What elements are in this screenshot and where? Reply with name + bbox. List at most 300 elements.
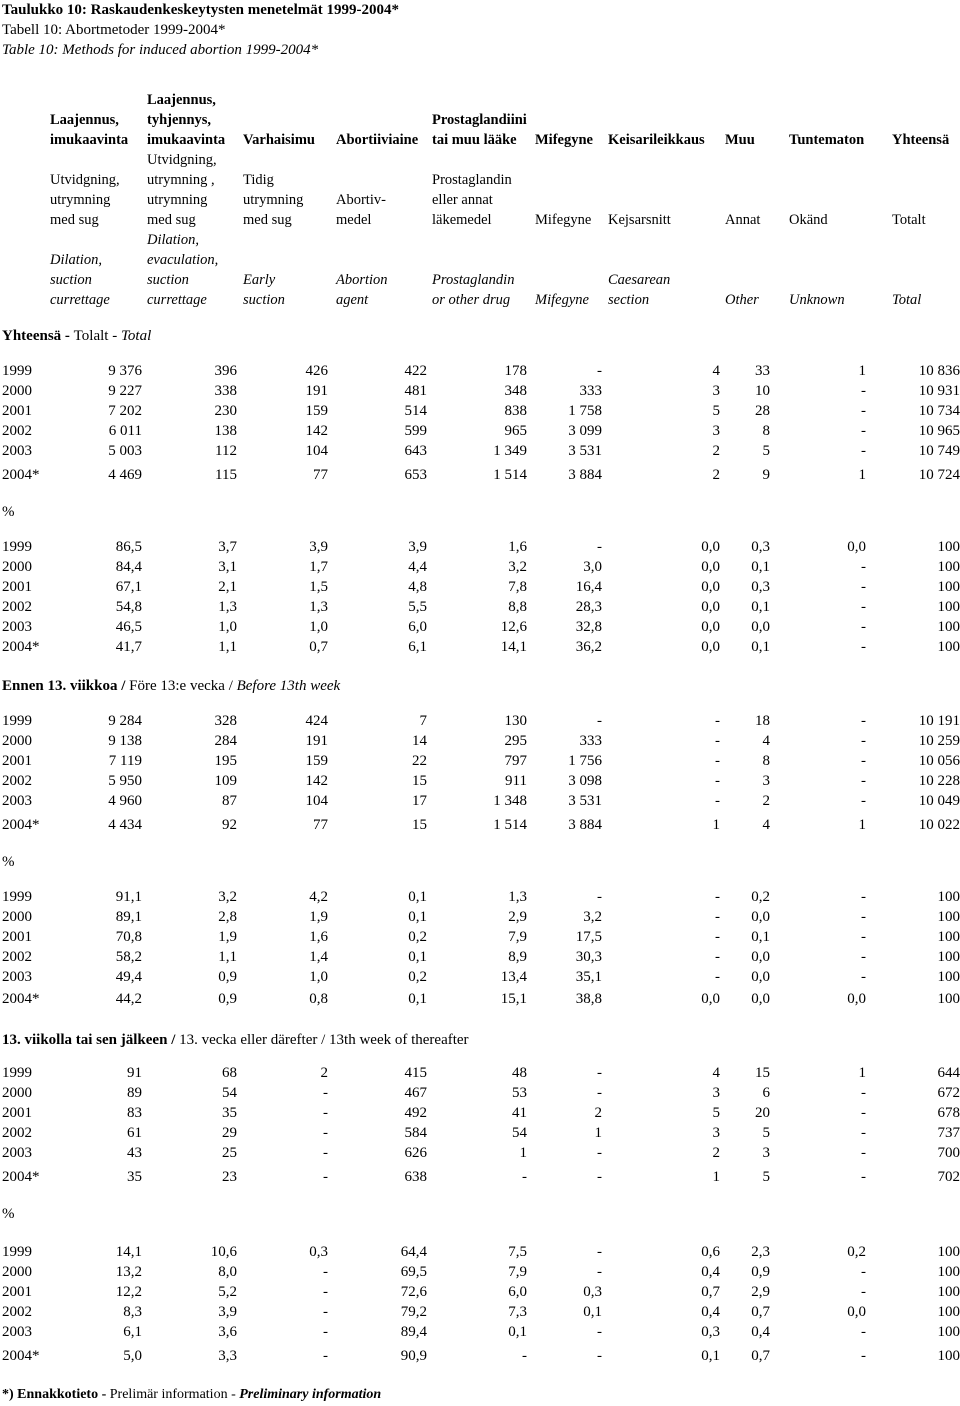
header-col10-fi-line1: Yhteensä [892, 132, 950, 148]
section3-percent-year: 1999 [2, 1244, 32, 1260]
section3-percent-cell: 0,2 [847, 1244, 866, 1260]
header-col4-en-line1: Abortion [336, 272, 388, 288]
section1-count-cell: 1 [858, 363, 866, 379]
section2-percent-cell: - [861, 909, 866, 925]
section2-count-cell: 14 [412, 733, 427, 749]
header-col5-sv-line1: Prostaglandin [432, 172, 512, 188]
section2-count-cell: 3 098 [568, 773, 602, 789]
section2-percent-label: % [2, 854, 15, 870]
section1-percent-cell: 1,6 [508, 539, 527, 555]
section2-count-cell: - [715, 713, 720, 729]
section1-percent-cell: 84,4 [115, 559, 142, 575]
section2-count-cell: 7 [419, 713, 427, 729]
section1-percent-cell: 41,7 [115, 639, 142, 655]
section3-count-cell: 467 [404, 1085, 427, 1101]
section2-percent-cell: 15,1 [500, 991, 527, 1007]
section1-count-cell: 5 [762, 443, 770, 459]
header-col9-fi-line1: Tuntematon [789, 132, 865, 148]
section2-percent-cell: 17,5 [575, 929, 602, 945]
header-col5-fi-line2: tai muu lääke [432, 132, 517, 148]
section1-count-cell: 426 [305, 363, 328, 379]
section1-percent-cell: 67,1 [115, 579, 142, 595]
section2-percent-cell: 91,1 [115, 889, 142, 905]
section2-percent-cell: 0,0 [847, 991, 866, 1007]
section2-percent-cell: 0,8 [309, 991, 328, 1007]
section1-count-cell: 28 [755, 403, 770, 419]
title-swedish: Tabell 10: Abortmetoder 1999-2004* [2, 22, 226, 38]
section3-percent-cell: 6,1 [123, 1324, 142, 1340]
section3-count-cell: - [597, 1145, 602, 1161]
section1-percent-year: 2001 [2, 579, 32, 595]
section3-count-cell: - [861, 1145, 866, 1161]
section1-count-cell: 10 931 [918, 383, 960, 399]
section3-percent-cell: 0,3 [583, 1284, 602, 1300]
section1-percent-cell: 100 [937, 599, 960, 615]
section3-count-cell: 43 [127, 1145, 142, 1161]
section3-count-cell: 1 [712, 1169, 720, 1185]
section2-percent-cell: 0,9 [218, 969, 237, 985]
section2-percent-cell: - [861, 929, 866, 945]
section1-count-year: 2003 [2, 443, 32, 459]
section3-percent-cell: 100 [937, 1284, 960, 1300]
section3-percent-cell: - [861, 1264, 866, 1280]
section2-count-cell: 295 [504, 733, 527, 749]
section1-count-cell: 1 758 [568, 403, 602, 419]
section1-percent-cell: 100 [937, 579, 960, 595]
section1-count-cell: 138 [214, 423, 237, 439]
section1-count-cell: 338 [214, 383, 237, 399]
header-col9-sv-line1: Okänd [789, 212, 828, 228]
section3-count-cell: 2 [320, 1065, 328, 1081]
section3-percent-year: 2003 [2, 1324, 32, 1340]
section-heading-finnish: 13. viikolla tai sen jälkeen [2, 1032, 168, 1048]
section1-percent-cell: 1,5 [309, 579, 328, 595]
footnote-swedish: Prelimär information [109, 1387, 228, 1402]
section3-count-cell: - [323, 1125, 328, 1141]
section3-percent-cell: 0,7 [701, 1284, 720, 1300]
section3-percent-cell: 0,9 [751, 1264, 770, 1280]
section1-percent-cell: - [861, 599, 866, 615]
section3-count-cell: - [861, 1125, 866, 1141]
section1-percent-cell: 36,2 [575, 639, 602, 655]
header-col1-sv-line1: Utvidgning, [50, 172, 120, 188]
section3-percent-cell: 3,3 [218, 1348, 237, 1364]
section3-count-cell: 5 [762, 1169, 770, 1185]
section2-percent-cell: 49,4 [115, 969, 142, 985]
section3-count-year: 2004* [2, 1169, 40, 1185]
section3-count-cell: - [861, 1169, 866, 1185]
section1-count-cell: 159 [305, 403, 328, 419]
section3-percent-cell: 3,9 [218, 1304, 237, 1320]
section2-percent-cell: 0,1 [751, 929, 770, 945]
section1-percent-cell: 0,0 [701, 599, 720, 615]
section1-count-cell: 10 734 [918, 403, 960, 419]
section3-count-cell: - [597, 1085, 602, 1101]
section3-percent-cell: 2,3 [751, 1244, 770, 1260]
section3-count-cell: 672 [937, 1085, 960, 1101]
header-col3-en-line1: Early [243, 272, 276, 288]
section2-percent-cell: 100 [937, 909, 960, 925]
section1-percent-cell: 0,0 [701, 539, 720, 555]
header-col9-en-line1: Unknown [789, 292, 845, 308]
section1-percent-cell: 0,1 [751, 639, 770, 655]
section1-count-cell: 3 [712, 383, 720, 399]
section2-count-cell: 4 960 [108, 793, 142, 809]
section1-count-year: 2001 [2, 403, 32, 419]
section2-count-cell: 142 [305, 773, 328, 789]
section3-count-cell: 25 [222, 1145, 237, 1161]
section3-percent-cell: 0,0 [847, 1304, 866, 1320]
section-heading-english: Total [120, 328, 152, 344]
section2-percent-cell: 7,9 [508, 929, 527, 945]
section2-percent-year: 2000 [2, 909, 32, 925]
section2-percent-cell: 100 [937, 991, 960, 1007]
section2-count-cell: 333 [579, 733, 602, 749]
header-col8-fi-line1: Muu [725, 132, 755, 148]
section3-count-cell: 644 [937, 1065, 960, 1081]
section1-percent-cell: 100 [937, 619, 960, 635]
section3-percent-cell: 5,0 [123, 1348, 142, 1364]
section2-count-cell: 109 [214, 773, 237, 789]
section1-percent-cell: 1,3 [309, 599, 328, 615]
section1-percent-cell: - [861, 579, 866, 595]
section1-percent-cell: 100 [937, 559, 960, 575]
section3-heading: 13. viikolla tai sen jälkeen / 13. vecka eller därefter / 13th week of thereafter [2, 1032, 469, 1048]
section-heading-english: Before 13th week [236, 678, 341, 694]
section1-count-cell: - [861, 423, 866, 439]
section3-percent-cell: 5,2 [218, 1284, 237, 1300]
section2-percent-cell: 70,8 [115, 929, 142, 945]
section3-count-cell: - [323, 1145, 328, 1161]
section3-percent-cell: 12,2 [115, 1284, 142, 1300]
section2-percent-cell: 35,1 [575, 969, 602, 985]
header-col7-fi-line1: Keisarileikkaus [608, 132, 705, 148]
section1-percent-cell: - [597, 539, 602, 555]
section1-percent-cell: 0,3 [751, 579, 770, 595]
section3-count-year: 1999 [2, 1065, 32, 1081]
section2-percent-cell: 30,3 [575, 949, 602, 965]
section3-percent-cell: 8,3 [123, 1304, 142, 1320]
section-heading-swedish: 13. vecka eller därefter [179, 1032, 318, 1048]
section2-count-cell: 1 [858, 817, 866, 833]
section3-count-cell: 91 [127, 1065, 142, 1081]
section1-percent-cell: 86,5 [115, 539, 142, 555]
section1-count-cell: 422 [404, 363, 427, 379]
section2-count-cell: 10 049 [918, 793, 960, 809]
section3-percent-cell: 69,5 [400, 1264, 427, 1280]
section1-percent-cell: 5,5 [408, 599, 427, 615]
section2-percent-cell: 0,2 [408, 969, 427, 985]
section2-count-year: 1999 [2, 713, 32, 729]
section1-percent-cell: 100 [937, 639, 960, 655]
section2-percent-cell: 58,2 [115, 949, 142, 965]
header-col3-sv-line3: med sug [243, 212, 292, 228]
section3-percent-cell: - [861, 1284, 866, 1300]
section1-count-cell: 10 836 [918, 363, 960, 379]
section2-percent-cell: 2,9 [508, 909, 527, 925]
header-col7-en-line2: section [608, 292, 650, 308]
section3-percent-cell: - [323, 1264, 328, 1280]
section2-percent-cell: 100 [937, 969, 960, 985]
section1-count-year: 2000 [2, 383, 32, 399]
section3-count-cell: 5 [762, 1125, 770, 1141]
section3-count-year: 2003 [2, 1145, 32, 1161]
footnote-english: Preliminary information [239, 1387, 382, 1402]
header-col8-en-line1: Other [725, 292, 759, 308]
section2-heading: Ennen 13. viikkoa / Före 13:e vecka / Before 13th week [2, 678, 341, 694]
header-col2-en-line4: currettage [147, 292, 207, 308]
header-col5-en-line2: or other drug [432, 292, 511, 308]
header-col1-fi-line1: Laajennus, [50, 112, 119, 128]
header-col1-sv-line3: med sug [50, 212, 99, 228]
section3-percent-cell: 79,2 [400, 1304, 427, 1320]
section2-percent-cell: 0,1 [408, 889, 427, 905]
section1-count-cell: 3 [712, 423, 720, 439]
section3-percent-cell: 6,0 [508, 1284, 527, 1300]
header-col2-en-line3: suction [147, 272, 189, 288]
section3-count-cell: - [861, 1105, 866, 1121]
section1-count-cell: 178 [504, 363, 527, 379]
section2-count-year: 2000 [2, 733, 32, 749]
section1-percent-cell: 0,7 [309, 639, 328, 655]
header-col3-fi-line1: Varhaisimu [243, 132, 315, 148]
section3-percent-cell: 100 [937, 1304, 960, 1320]
section2-percent-cell: 0,1 [408, 949, 427, 965]
header-col1-en-line1: Dilation, [50, 252, 102, 268]
section1-count-cell: 7 202 [108, 403, 142, 419]
section2-count-cell: 15 [412, 773, 427, 789]
section2-percent-cell: - [715, 969, 720, 985]
section2-count-cell: 4 [762, 733, 770, 749]
section1-percent-cell: 1,1 [218, 639, 237, 655]
section2-count-cell: 5 950 [108, 773, 142, 789]
section1-count-cell: 10 724 [918, 467, 960, 483]
section3-count-cell: 35 [127, 1169, 142, 1185]
section3-count-cell: 737 [937, 1125, 960, 1141]
section2-count-cell: 17 [412, 793, 427, 809]
section2-percent-cell: - [715, 929, 720, 945]
section2-percent-cell: 13,4 [500, 969, 527, 985]
section1-percent-label: % [2, 504, 15, 520]
section2-percent-cell: 0,2 [751, 889, 770, 905]
section1-percent-cell: 4,8 [408, 579, 427, 595]
section1-count-cell: 396 [214, 363, 237, 379]
section3-percent-cell: - [323, 1348, 328, 1364]
section3-count-cell: 53 [512, 1085, 527, 1101]
section3-count-cell: 35 [222, 1105, 237, 1121]
section3-count-cell: 1 [858, 1065, 866, 1081]
section2-count-cell: - [715, 733, 720, 749]
section1-percent-cell: 0,1 [751, 599, 770, 615]
section1-percent-cell: 0,0 [701, 579, 720, 595]
section-heading-finnish: Yhteensä [2, 328, 62, 344]
section3-count-cell: - [323, 1085, 328, 1101]
section1-percent-year: 2002 [2, 599, 32, 615]
section1-count-cell: 2 [712, 467, 720, 483]
section1-percent-cell: 0,0 [701, 619, 720, 635]
header-col2-sv-line3: utrymning [147, 192, 208, 208]
section3-percent-cell: 0,7 [751, 1304, 770, 1320]
section1-heading: Yhteensä - Tolalt - Total [2, 328, 152, 344]
section2-percent-cell: - [597, 889, 602, 905]
section2-percent-cell: 0,0 [751, 991, 770, 1007]
section3-percent-cell: 0,1 [508, 1324, 527, 1340]
section3-percent-cell: 100 [937, 1244, 960, 1260]
section2-percent-cell: 3,2 [218, 889, 237, 905]
section1-count-cell: 3 099 [568, 423, 602, 439]
header-col6-sv-line1: Mifegyne [535, 212, 592, 228]
section3-count-cell: 415 [404, 1065, 427, 1081]
section1-percent-cell: 14,1 [500, 639, 527, 655]
section2-count-cell: 130 [504, 713, 527, 729]
section3-count-cell: 83 [127, 1105, 142, 1121]
section3-percent-cell: 0,4 [701, 1264, 720, 1280]
section2-percent-cell: 1,9 [309, 909, 328, 925]
section1-percent-cell: 16,4 [575, 579, 602, 595]
header-col4-en-line2: agent [336, 292, 369, 308]
section1-count-cell: 191 [305, 383, 328, 399]
section1-percent-cell: 6,0 [408, 619, 427, 635]
section1-percent-year: 2003 [2, 619, 32, 635]
section1-percent-cell: 0,0 [701, 559, 720, 575]
header-col7-sv-line1: Kejsarsnitt [608, 212, 671, 228]
section2-count-cell: 10 191 [918, 713, 960, 729]
section2-count-cell: 1 756 [568, 753, 602, 769]
section2-count-year: 2001 [2, 753, 32, 769]
section2-percent-cell: 0,1 [408, 909, 427, 925]
section3-percent-year: 2002 [2, 1304, 32, 1320]
section3-count-year: 2002 [2, 1125, 32, 1141]
section1-count-cell: 481 [404, 383, 427, 399]
section2-count-cell: 9 138 [108, 733, 142, 749]
section2-percent-cell: - [861, 889, 866, 905]
section3-percent-cell: 7,5 [508, 1244, 527, 1260]
section2-count-cell: - [861, 753, 866, 769]
section1-count-cell: 3 884 [568, 467, 602, 483]
section3-percent-cell: 7,3 [508, 1304, 527, 1320]
section2-percent-cell: 1,1 [218, 949, 237, 965]
section1-percent-cell: 2,1 [218, 579, 237, 595]
section2-percent-cell: 44,2 [115, 991, 142, 1007]
section2-percent-cell: 1,0 [309, 969, 328, 985]
section1-percent-cell: 12,6 [500, 619, 527, 635]
section3-percent-cell: 8,0 [218, 1264, 237, 1280]
section1-percent-cell: - [861, 639, 866, 655]
section2-percent-cell: 1,3 [508, 889, 527, 905]
section1-percent-cell: 0,3 [751, 539, 770, 555]
section2-count-cell: 1 [712, 817, 720, 833]
header-col5-fi-line1: Prostaglandiini [432, 112, 527, 128]
section1-count-cell: 10 965 [918, 423, 960, 439]
section2-count-cell: 10 022 [918, 817, 960, 833]
section1-percent-cell: 1,3 [218, 599, 237, 615]
section2-count-cell: 92 [222, 817, 237, 833]
section3-percent-cell: 100 [937, 1324, 960, 1340]
section1-percent-cell: 3,9 [309, 539, 328, 555]
footnote-finnish: Ennakkotieto [17, 1387, 99, 1402]
section1-percent-cell: 8,8 [508, 599, 527, 615]
section1-count-cell: 2 [712, 443, 720, 459]
section3-count-cell: 68 [222, 1065, 237, 1081]
section3-percent-cell: - [597, 1348, 602, 1364]
section2-percent-cell: 38,8 [575, 991, 602, 1007]
section3-percent-cell: 14,1 [115, 1244, 142, 1260]
header-col5-sv-line3: läkemedel [432, 212, 492, 228]
section1-count-cell: 838 [504, 403, 527, 419]
table-titles [2, 0, 399, 60]
section1-count-cell: - [861, 383, 866, 399]
section3-percent-cell: - [522, 1348, 527, 1364]
section2-percent-year: 2004* [2, 991, 40, 1007]
header-col2-en-line2: evaculation, [147, 252, 219, 268]
section3-count-cell: 89 [127, 1085, 142, 1101]
section3-count-year: 2000 [2, 1085, 32, 1101]
section1-count-cell: - [861, 403, 866, 419]
section2-percent-year: 2002 [2, 949, 32, 965]
section3-count-cell: 61 [127, 1125, 142, 1141]
section-heading-swedish: Före 13:e vecka [129, 678, 225, 694]
section1-count-cell: 112 [215, 443, 237, 459]
section3-percent-cell: - [861, 1324, 866, 1340]
section1-percent-cell: 7,8 [508, 579, 527, 595]
section1-percent-cell: 1,0 [218, 619, 237, 635]
section2-count-cell: - [715, 773, 720, 789]
section3-count-year: 2001 [2, 1105, 32, 1121]
section1-percent-cell: 3,9 [408, 539, 427, 555]
section3-percent-cell: 10,6 [210, 1244, 237, 1260]
section1-percent-cell: 0,0 [847, 539, 866, 555]
section1-count-cell: 1 349 [493, 443, 527, 459]
section2-percent-cell: 0,0 [751, 969, 770, 985]
section2-count-cell: 195 [214, 753, 237, 769]
header-col2-sv-line4: med sug [147, 212, 196, 228]
section2-count-cell: 3 884 [568, 817, 602, 833]
section2-count-cell: 424 [305, 713, 328, 729]
section1-count-cell: 1 514 [493, 467, 527, 483]
section1-percent-cell: - [861, 619, 866, 635]
section2-count-cell: 1 348 [493, 793, 527, 809]
section2-count-cell: 104 [305, 793, 328, 809]
section2-count-cell: - [861, 733, 866, 749]
section1-count-year: 1999 [2, 363, 32, 379]
header-col8-sv-line1: Annat [725, 212, 761, 228]
section2-count-cell: 10 228 [918, 773, 960, 789]
section3-count-cell: 3 [762, 1145, 770, 1161]
section3-count-cell: - [522, 1169, 527, 1185]
section1-count-cell: 333 [579, 383, 602, 399]
section1-count-cell: 4 469 [108, 467, 142, 483]
section1-count-cell: - [861, 443, 866, 459]
title-english: Table 10: Methods for induced abortion 1999-2004* [2, 42, 319, 58]
section2-count-cell: 77 [313, 817, 328, 833]
section2-percent-cell: 100 [937, 949, 960, 965]
section2-count-cell: - [715, 753, 720, 769]
section3-count-cell: - [861, 1085, 866, 1101]
section-heading-swedish: Tolalt [73, 328, 109, 344]
header-col2-en-line1: Dilation, [147, 232, 199, 248]
section3-percent-cell: 100 [937, 1348, 960, 1364]
header-col7-en-line1: Caesarean [608, 272, 671, 288]
section2-count-cell: 3 [762, 773, 770, 789]
section2-count-cell: 911 [505, 773, 527, 789]
header-col1-en-line2: suction [50, 272, 92, 288]
section2-percent-cell: 4,2 [309, 889, 328, 905]
section2-percent-cell: 0,9 [218, 991, 237, 1007]
section3-percent-cell: - [861, 1348, 866, 1364]
header-col5-en-line1: Prostaglandin [432, 272, 515, 288]
section2-count-cell: - [597, 713, 602, 729]
section1-count-cell: 9 [762, 467, 770, 483]
